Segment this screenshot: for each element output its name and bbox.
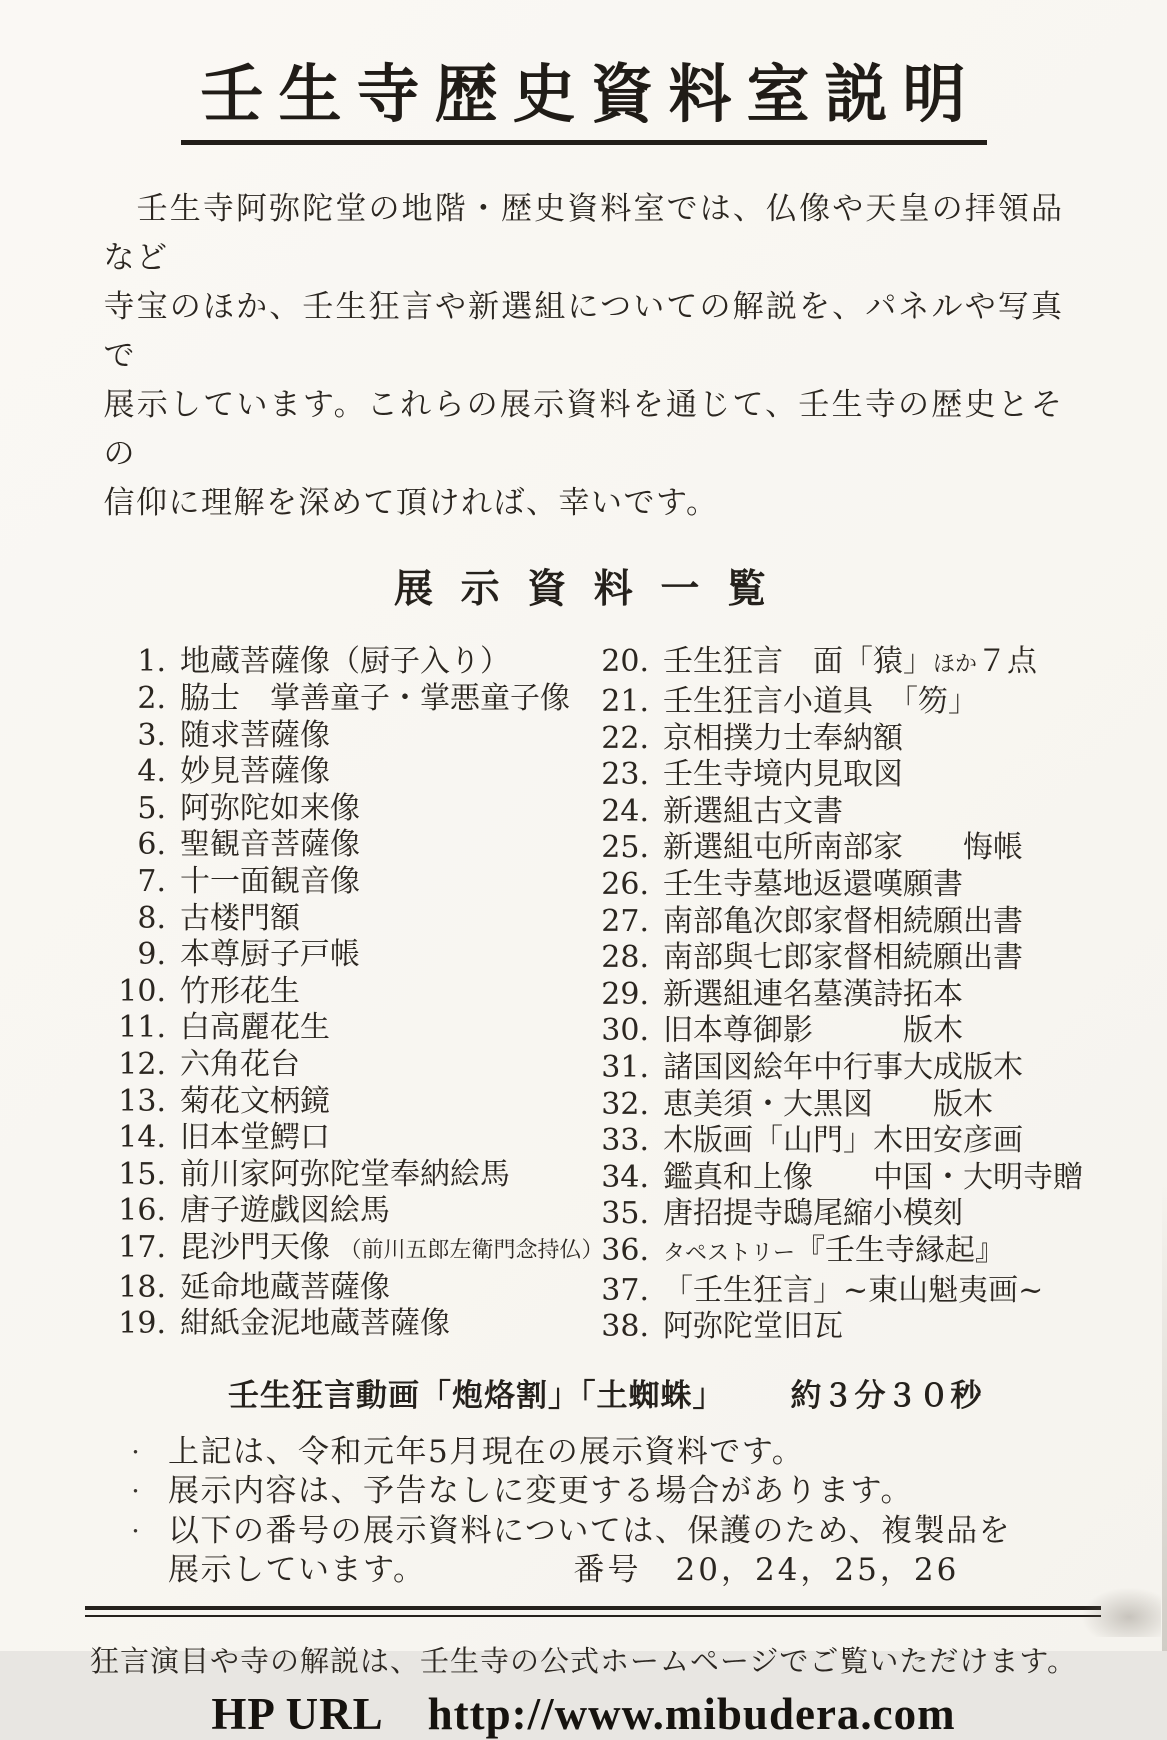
item-text: 紺紙金泥地蔵菩薩像: [180, 1306, 450, 1342]
item-number: 15.: [118, 1156, 166, 1192]
item-text: 白高麗花生: [180, 1010, 330, 1046]
list-item: [112, 681, 595, 718]
item-number: 4.: [137, 754, 166, 790]
item-text: 「壬生狂言」~東山魁夷画~: [663, 1272, 1044, 1308]
item-number: 31.: [601, 1049, 649, 1085]
item-number: 30.: [601, 1013, 649, 1049]
item-text: 壬生狂言 面「猿」ほか７点: [663, 644, 1038, 680]
item-number: 27.: [601, 903, 649, 939]
item-text: 聖観音菩薩像: [180, 827, 360, 863]
item-number: 1.: [137, 644, 166, 680]
list-item: [595, 1196, 1167, 1233]
item-text: 六角花台: [180, 1046, 300, 1082]
note-item: [126, 1472, 1167, 1512]
list-item: [112, 1229, 604, 1270]
item-number: 34.: [601, 1159, 649, 1195]
item-text: 新選組古文書: [663, 793, 843, 829]
item-text: 阿弥陀堂旧瓦: [663, 1309, 843, 1345]
list-item: [595, 1087, 1167, 1124]
item-text: 新選組連名墓漢詩拓本: [663, 976, 963, 1012]
item-text: 脇士 掌善童子・掌悪童子像: [180, 681, 570, 717]
item-number: 36.: [601, 1232, 649, 1268]
item-number: 25.: [601, 830, 649, 866]
note-text: 上記は、令和元年5月現在の展示資料です。: [168, 1433, 805, 1470]
item-number: 8.: [137, 900, 166, 936]
item-number: 20.: [601, 644, 649, 680]
list-item: [595, 757, 1167, 794]
homepage-line: [0, 1688, 1167, 1740]
item-number: 17.: [118, 1229, 166, 1265]
intro-line: 壬生寺阿弥陀堂の地階・歴史資料室では、仏像や天皇の拝領品など: [103, 191, 1064, 277]
exhibit-list-right: [595, 644, 1167, 1345]
note-text: 展示内容は、予告なしに変更する場合があります。: [168, 1473, 914, 1510]
list-item: [112, 644, 595, 681]
item-number: 19.: [118, 1306, 166, 1342]
list-item: [595, 977, 1167, 1014]
list-item: [595, 1233, 1167, 1273]
page-title: 壬生寺歴史資料室説明: [181, 58, 987, 145]
list-item: [112, 1047, 595, 1084]
list-item: [112, 974, 595, 1011]
item-text: 南部與七郎家督相続願出書: [663, 940, 1023, 976]
item-number: 16.: [118, 1193, 166, 1229]
intro-paragraph: [104, 185, 1064, 528]
item-text: 諸国図絵年中行事大成版木: [663, 1049, 1023, 1085]
item-number: 6.: [137, 827, 166, 863]
intro-line: 寺宝のほか、壬生狂言や新選組についての解説を、パネルや写真で: [103, 289, 1064, 375]
title-block: [0, 0, 1167, 145]
list-item: [112, 1120, 595, 1157]
notes-list: [126, 1433, 1167, 1590]
item-number: 12.: [118, 1046, 166, 1082]
item-number: 26.: [601, 867, 649, 902]
item-number: 32.: [601, 1086, 649, 1122]
item-text: 鑑真和上像 中国・大明寺贈: [663, 1159, 1083, 1195]
video-info-line: [228, 1370, 1167, 1415]
section-heading: 展 示 資 料 一 覧: [394, 566, 773, 613]
item-number: 18.: [118, 1269, 166, 1305]
list-item: [595, 1273, 1167, 1310]
item-text: 新選組屯所南部家 悔帳: [663, 830, 1023, 866]
item-number: 37.: [601, 1272, 649, 1308]
item-text: 京相撲力士奉納額: [663, 720, 903, 756]
item-text: 随求菩薩像: [180, 717, 330, 753]
intro-line: 展示しています。これらの展示資料を通じて、壬生寺の歴史とその: [103, 387, 1064, 473]
item-text: 前川家阿弥陀堂奉納絵馬: [180, 1156, 510, 1192]
list-item: [112, 1084, 595, 1121]
list-item: [112, 937, 595, 974]
list-item: [595, 794, 1167, 831]
list-item: [112, 1270, 595, 1307]
item-text: 唐子遊戯図絵馬: [180, 1193, 390, 1229]
list-item: [112, 1157, 595, 1194]
note-text: 展示しています。: [168, 1552, 426, 1589]
bullet-icon: ・: [126, 1520, 147, 1543]
list-item: [595, 1050, 1167, 1087]
item-text: 妙見菩薩像: [180, 754, 330, 790]
item-number: 24.: [601, 793, 649, 829]
list-item: [112, 1193, 595, 1230]
hp-url: http://www.mibudera.com: [427, 1688, 956, 1739]
item-text: 古楼門額: [180, 900, 300, 936]
exhibit-list-left: [112, 644, 604, 1345]
note-item: [126, 1433, 1167, 1473]
item-text: 恵美須・大黒図 版木: [663, 1086, 993, 1122]
replica-numbers: 番号 20，24，25，26: [573, 1552, 960, 1589]
item-text: 壬生寺境内見取図: [663, 757, 903, 793]
item-text: タペストリー『壬生寺縁起』: [663, 1232, 1006, 1268]
list-item: [112, 864, 595, 901]
item-text: 菊花文柄鏡: [180, 1083, 330, 1119]
exhibit-list: [112, 644, 1167, 1345]
item-text: 延命地蔵菩薩像: [180, 1269, 390, 1305]
item-number: 38.: [601, 1309, 649, 1345]
item-number: 33.: [601, 1123, 649, 1159]
list-item: [595, 940, 1167, 977]
item-text: 十一面観音像: [180, 864, 360, 899]
video-title: 壬生狂言動画「炮烙割」「土蜘蛛」: [228, 1377, 725, 1414]
item-text: 唐招提寺鴟尾縮小模刻: [663, 1196, 963, 1232]
item-number: 5.: [137, 790, 166, 826]
item-number: 7.: [137, 864, 166, 899]
bullet-icon: ・: [126, 1441, 147, 1464]
list-item: [112, 718, 595, 755]
footer-note: 狂言演目や寺の解説は、壬生寺の公式ホームページでご覧いただけます。: [89, 1643, 1078, 1678]
note-text: 以下の番号の展示資料については、保護のため、複製品を: [168, 1512, 1012, 1549]
note-item: [126, 1512, 1167, 1552]
list-item: [595, 721, 1167, 758]
note-item-continuation: [126, 1551, 1167, 1590]
item-number: 10.: [118, 973, 166, 1009]
item-number: 21.: [601, 684, 649, 720]
scan-edge-shadow: [1162, 1180, 1167, 1651]
item-number: 35.: [601, 1196, 649, 1232]
bullet-icon: ・: [126, 1481, 147, 1504]
list-item: [112, 901, 595, 938]
list-item: [595, 1013, 1167, 1050]
intro-line: 信仰に理解を深めて頂ければ、幸いです。: [103, 485, 719, 522]
item-text: 木版画「山門」木田安彦画: [663, 1123, 1023, 1159]
item-number: 14.: [118, 1120, 166, 1156]
list-item: [112, 827, 595, 864]
item-text: 竹形花生: [180, 973, 300, 1009]
list-item: [595, 644, 1167, 684]
item-text: 壬生狂言小道具 「笏」: [663, 684, 978, 720]
item-number: 28.: [601, 940, 649, 976]
list-item: [595, 1309, 1167, 1346]
list-item: [112, 791, 595, 828]
item-number: 3.: [137, 717, 166, 753]
item-text: 旧本堂鰐口: [180, 1120, 330, 1156]
list-item: [112, 754, 595, 791]
item-number: 9.: [137, 937, 166, 973]
item-text: 壬生寺墓地返還嘆願書: [663, 867, 963, 902]
item-text: 旧本尊御影 版木: [663, 1013, 963, 1049]
item-text: 南部亀次郎家督相続願出書: [663, 903, 1023, 939]
item-number: 29.: [601, 976, 649, 1012]
list-item: [595, 867, 1167, 904]
list-item: [595, 904, 1167, 941]
list-item: [112, 1010, 595, 1047]
list-item: [112, 1306, 595, 1343]
list-item: [595, 1160, 1167, 1197]
list-item: [595, 1123, 1167, 1160]
item-number: 13.: [118, 1083, 166, 1119]
item-number: 11.: [118, 1010, 166, 1046]
item-text: 本尊厨子戸帳: [180, 937, 360, 973]
video-duration: 約３分３０秒: [790, 1377, 983, 1414]
item-text: 地蔵菩薩像（厨子入り）: [180, 644, 510, 680]
list-item: [595, 830, 1167, 867]
scan-smudge: [1081, 1587, 1161, 1637]
item-number: 23.: [601, 757, 649, 793]
hp-label: HP URL: [211, 1688, 384, 1739]
item-number: 22.: [601, 720, 649, 756]
double-divider: [85, 1606, 1101, 1617]
item-text: 毘沙門天像 （前川五郎左衛門念持仏）: [180, 1229, 604, 1265]
item-text: 阿弥陀如来像: [180, 790, 360, 826]
item-number: 2.: [137, 681, 166, 717]
list-item: [595, 684, 1167, 721]
